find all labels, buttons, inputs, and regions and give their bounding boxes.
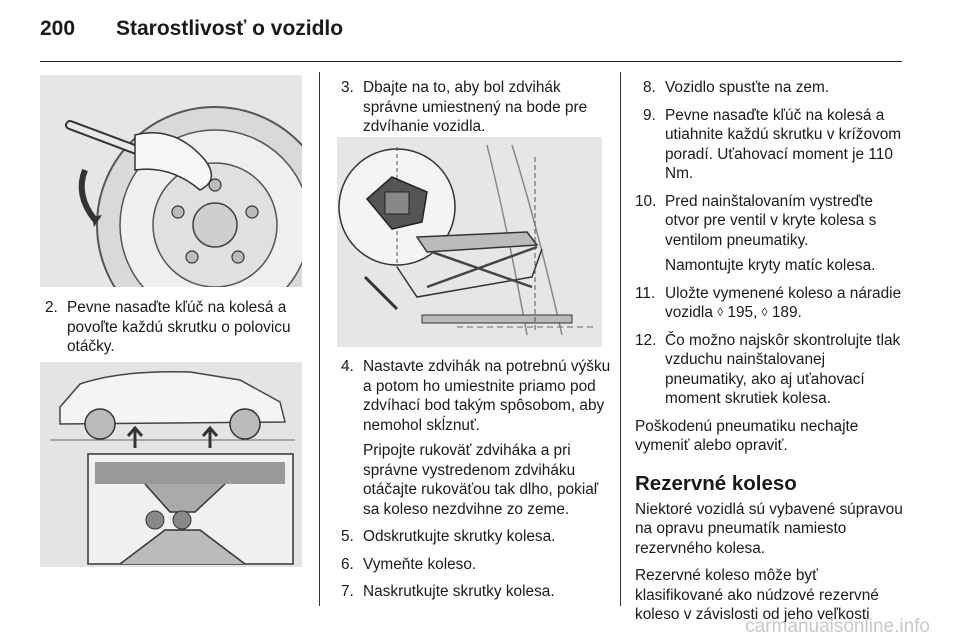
header-rule [40,61,902,62]
step-3: 3. Dbajte na to, aby bol zdvihák správne umiestnený na bode pre zdvíhanie vozidla. [341,79,588,135]
paragraph-damaged-tyre: Poškodenú pneumatiku nechajte vymeniť alebo opraviť. [635,417,859,454]
section-heading: Rezervné koleso [635,471,797,495]
step-4: 4. Nastavte zdvihák na potrebnú výšku a potom ho umiestnite priamo pod zdvíhací bod takým spôsobom, aby nemohol skĺznuť. [341,358,611,434]
scissor-jack-illustration [337,137,602,347]
page-number: 200 [40,17,76,40]
watermark: carmanualsonline.info [745,616,930,637]
column-divider-2 [620,72,621,606]
step-8: 8. Vozidlo spusťte na zem. [643,79,830,96]
scissor-jack-icon [337,137,602,347]
car-jack-point-icon [40,362,302,567]
page-header [0,0,960,62]
paragraph-spare-wheel: Rezervné koleso môže byť klasifikované ako núdzové rezervné koleso v závislosti od jeho veľkosti [635,567,879,623]
wheel-wrench-icon [40,75,302,287]
step-5: 5. Odskrutkujte skrutky kolesa. [341,528,556,545]
car-jack-point-illustration [40,362,302,567]
step-2: 2. Pevne nasaďte kľúč na kolesá a povoľte každú skrutku o polovicu otáčky. [45,299,291,355]
chapter-title: Starostlivosť o vozidlo [116,17,344,40]
step-12: 12. Čo možno najskôr skontrolujte tlak vzduchu nainštalovanej pneumatiky, ako aj uťahovací moment skrutiek kolesa. [635,331,901,407]
step-7: 7. Naskrutkujte skrutky kolesa. [341,583,555,600]
step-6: 6. Vymeňte koleso. [341,555,477,573]
step-10: 10. Pred nainštalovaním vystreďte otvor pre ventil v kryte kolesa s ventilom pneumatiky. [635,192,877,249]
page-ref-icon: ◊ [761,305,768,319]
step-4-subtext: Pripojte rukoväť zdviháka a pri správne vystredenom zdviháku otáčajte rukoväťou tak dlho, pokiaľ sa koleso nezdvihne zo zeme. [363,442,599,518]
step-9: 9. Pevne nasaďte kľúč na kolesá a utiahnite každú skrutku v krížovom poradí. Uťahovací moment je 110 Nm. [643,106,902,182]
page-ref-icon: ◊ [717,305,724,319]
column-divider-1 [319,72,320,606]
step-11: 11. Uložte vymenené koleso a náradie vozidla ◊ 195, ◊ 189. [635,284,902,321]
step-10-subtext: Namontujte kryty matíc kolesa. [665,257,876,274]
paragraph-repair-kit: Niektoré vozidlá sú vybavené súpravou na opravu pneumatík namiesto rezervného kolesa. [635,500,903,557]
wheel-wrench-illustration [40,75,302,287]
